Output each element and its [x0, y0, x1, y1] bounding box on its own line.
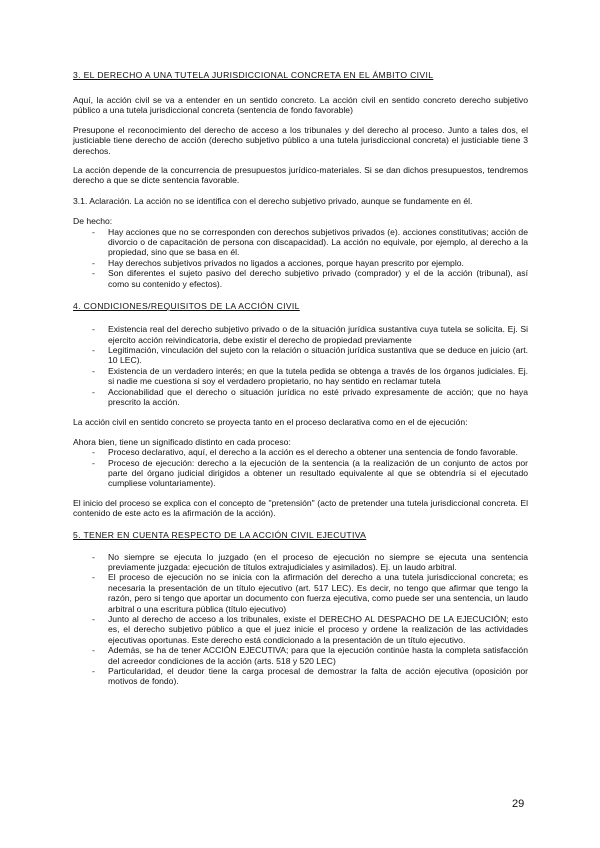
list-item: - Accionabilidad que el derecho o situación jurídica no esté privado expresamente de acción; que no haya prescrito la acción. — [92, 386, 528, 407]
section-4-paragraph-2: Ahora bien, tiene un significado distinto en cada proceso: — [73, 436, 291, 447]
page-number: 29 — [512, 798, 525, 810]
list-item: - Legitimación, vinculación del sujeto con la relación o situación jurídica sustantiva que se deduce en juicio (art. 10 LEC). — [92, 344, 528, 366]
section-3-list — [73, 227, 528, 289]
list-item: - Proceso de ejecución: derecho a la ejecución de la sentencia (a la realización de un conjunto de actos por parte del órgano judicial dirigidos a obtener un resultado equivalente al que se obtendría si el ejecutado cumpliese voluntariamente). — [92, 457, 528, 489]
section-4-paragraph-1: La acción civil en sentido concreto se proyecta tanto en el proceso declarativa como en el de ejecución: — [73, 417, 468, 428]
section-5-list — [73, 552, 528, 687]
list-item: - Además, se ha de tener ACCIÓN EJECUTIVA; para que la ejecución continúe hasta la completa satisfacción del acreedor condiciones de la acción (arts. 518 y 520 LEC) — [92, 645, 528, 666]
page-content — [73, 70, 528, 687]
section-3-paragraph-1: Aquí, la acción civil se va a entender en un sentido concreto. La acción civil en sentido concreto derecho subjetivo público a una tutela jurisdiccional concreta (sentencia de fondo favorable) — [73, 95, 528, 116]
list-item: - Proceso declarativo, aquí, el derecho a la acción es el derecho a obtener una sentencia de fondo favorable. — [92, 447, 518, 458]
list-item: - Hay derechos subjetivos privados no ligados a acciones, porque hayan prescrito por ejemplo. — [92, 257, 464, 268]
section-4-heading: 4. CONDICIONES/REQUISITOS DE LA ACCIÓN CIVIL — [73, 301, 300, 312]
list-item: - Existencia de un verdadero interés; en que la tutela pedida se obtenga a través de los órganos judiciales. Ej. si nadie me cuestiona si soy el verdadero propietario, no hay sentido en reclamar tutela — [92, 365, 528, 387]
subsection-3-1: 3.1. Aclaración. La acción no se identifica con el derecho subjetivo privado, aunque se fundamente en él. — [73, 195, 473, 206]
section-3-intro: De hecho: — [73, 216, 113, 227]
list-item: - No siempre se ejecuta lo juzgado (en el proceso de ejecución no siempre se ejecuta una sentencia previamente juzgada: ejecución de títulos extrajudiciales y asimilados). Ej. un laudo arbitral. — [92, 551, 528, 572]
list-item: - Son diferentes el sujeto pasivo del derecho subjetivo privado (comprador) y el de la acción (tribunal), así como su contenido y efectos). — [92, 268, 528, 289]
section-4-list — [73, 324, 528, 407]
section-5-heading: 5. TENER EN CUENTA RESPECTO DE LA ACCIÓN CIVIL EJECUTIVA — [73, 529, 367, 540]
section-4-paragraph-3: El inicio del proceso se explica con el concepto de "pretensión" (acto de pretender una tutela jurisdiccional concreta. El contenido de este acto es la afirmación de la acción). — [73, 497, 528, 519]
list-item: - Existencia real del derecho subjetivo privado o de la situación jurídica sustantiva cuya tutela se solicita. Ej. Si ejercito acción reivindicatoria, debe existir el derecho de propiedad previamente — [92, 324, 528, 345]
section-3-paragraph-2: Presupone el reconocimiento del derecho de acceso a los tribunales y del derecho al proceso. Junto a tales dos, el justiciable tiene derecho de acción (derecho subjetivo público a una tutela jurisdiccional concreta) el justiciable tiene 3 derechos. — [73, 124, 528, 156]
section-3-heading: 3. EL DERECHO A UNA TUTELA JURISDICCIONAL CONCRETA EN EL ÁMBITO CIVIL — [73, 70, 434, 80]
list-item: - Hay acciones que no se corresponden con derechos subjetivos privados (e). acciones constitutivas; acción de divorcio o de capacitación de persona con discapacidad). La acción no equivale, por ejemplo, al derecho a la propiedad, sino que se basa en él. — [92, 226, 528, 258]
list-item: - Particularidad, el deudor tiene la carga procesal de demostrar la falta de acción ejecutiva (oposición por motivos de fondo). — [92, 666, 528, 687]
list-item: - El proceso de ejecución no se inicia con la afirmación del derecho a una tutela jurisdiccional concreta; es necesaria la presentación de un título ejecutivo (art. 517 LEC). Es decir, no tengo que afirmar que tengo la razón, pero si tengo que aportar un documento con fuerza ejecutiva, como puede ser una sentencia, un laudo arbitral o una escritura pública (título ejecutivo) — [92, 572, 528, 614]
list-item: - Junto al derecho de acceso a los tribunales, existe el DERECHO AL DESPACHO DE LA EJECUCIÓN; esto es, el derecho subjetivo público a que el juez inicie el proceso y ordene la realización de las actividades ejecutivas oportunas. Este derecho está condicionado a la presentación de un título ejecutivo. — [92, 614, 528, 645]
section-3-paragraph-3: La acción depende de la concurrencia de presupuestos jurídico-materiales. Si se dan dichos presupuestos, tendremos derecho a que se dicte sentencia favorable. — [73, 165, 528, 186]
section-4-process-list — [73, 447, 528, 489]
